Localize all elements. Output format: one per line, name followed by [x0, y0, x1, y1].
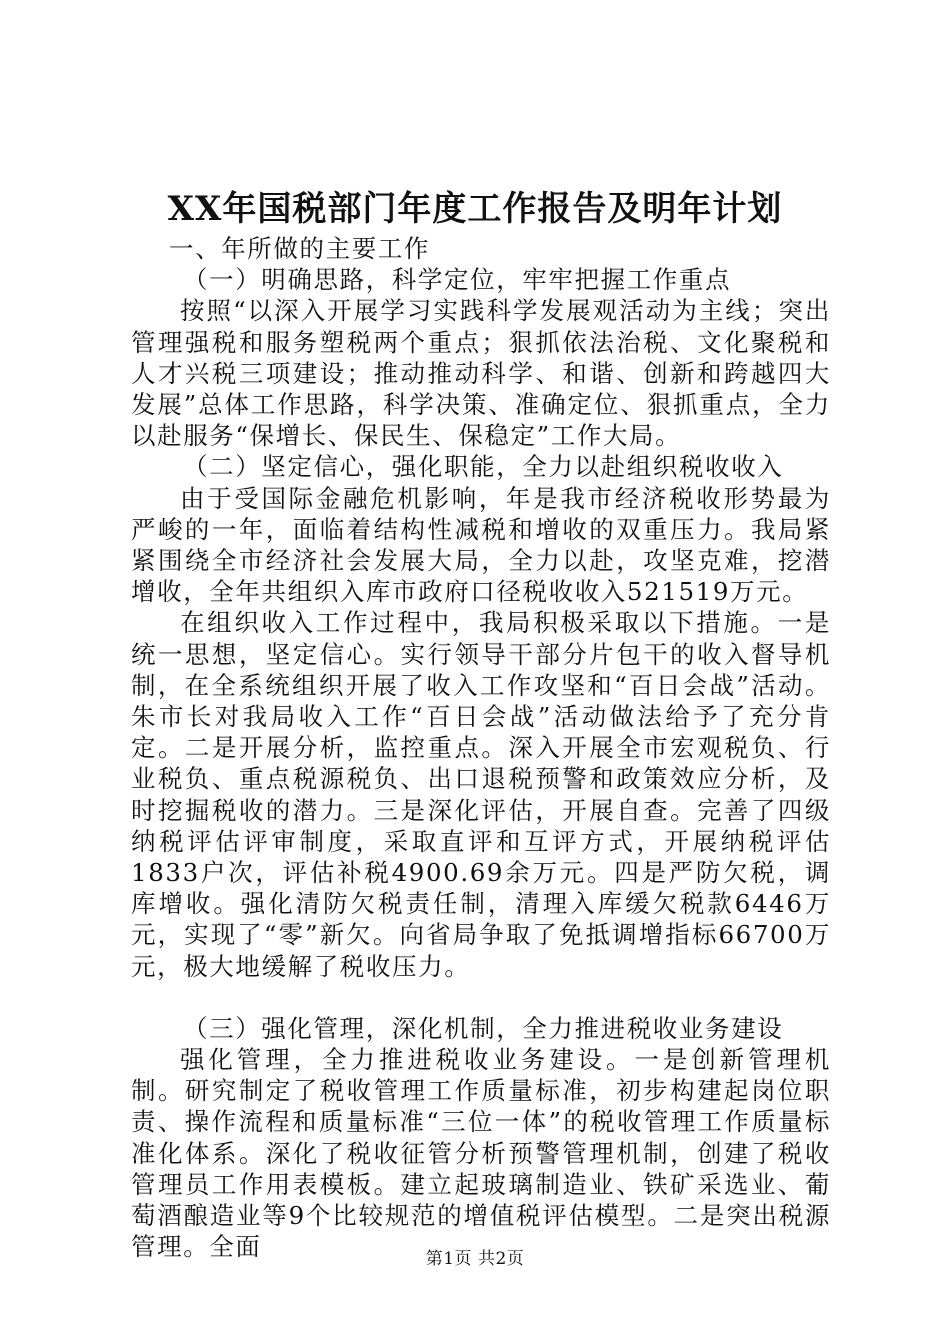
subsection-heading: （二）坚定信心，强化职能，全力以赴组织税收收入: [183, 452, 784, 482]
paragraph-spacer: [131, 982, 831, 1013]
paragraph: 在组织收入工作过程中，我局积极采取以下措施。一是统一思想，坚定信心。实行领导干部分片包干的收入督导机制，在全系统组织开展了收入工作攻坚和“百日会战”活动。朱市长对我局收入工作“百日会战”活动做法给予了充分肯定。二是开展分析，监控重点。深入开展全市宏观税负、行业税负、重点税源税负、出口退税预警和政策效应分析，及时挖掘税收的潜力。三是深化评估，开展自查。完善了四级纳税评估评审制度，采取直评和互评方式，开展纳税评估1833户次，评估补税4900.69余万元。四是严防欠税，调库增收。强化清防欠税责任制，清理入库缓欠税款6446万元，实现了“零”新欠。向省局争取了免抵调增指标66700万元，极大地缓解了税收压力。: [131, 608, 831, 981]
section-heading: 一、年所做的主要工作: [169, 234, 430, 263]
paragraph: 按照“以深入开展学习实践科学发展观活动为主线；突出管理强税和服务塑税两个重点；狠抓依法治税、文化聚税和人才兴税三项建设；推动推动科学、和谐、创新和跨越四大发展”总体工作思路，科学决策、准确定位、狠抓重点，全力以赴服务“保增长、保民生、保稳定”工作大局。: [131, 296, 831, 451]
subsection-heading: （三）强化管理，深化机制，全力推进税收业务建设: [183, 1013, 784, 1043]
subsection-heading: （一）明确思路，科学定位，牢牢把握工作重点: [183, 265, 732, 295]
paragraph: 强化管理，全力推进税收业务建设。一是创新管理机制。研究制定了税收管理工作质量标准，初步构建起岗位职责、操作流程和质量标准“三位一体”的税收管理工作质量标准化体系。深化了税收征管分析预警管理机制，创建了税收管理员工作用表模板。建立起玻璃制造业、铁矿采选业、葡萄酒酿造业等9个比较规范的增值税评估模型。二是突出税源管理。全面: [131, 1045, 831, 1262]
document-body: [131, 233, 831, 1263]
paragraph: 由于受国际金融危机影响，年是我市经济税收形势最为严峻的一年，面临着结构性减税和增收的双重压力。我局紧紧围绕全市经济社会发展大局，全力以赴，攻坚克难，挖潜增收，全年共组织入库市政府口径税收收入521519万元。: [131, 483, 831, 607]
document-title: XX年国税部门年度工作报告及明年计划: [167, 189, 783, 229]
page-number: 第1页 共2页: [425, 1249, 525, 1269]
